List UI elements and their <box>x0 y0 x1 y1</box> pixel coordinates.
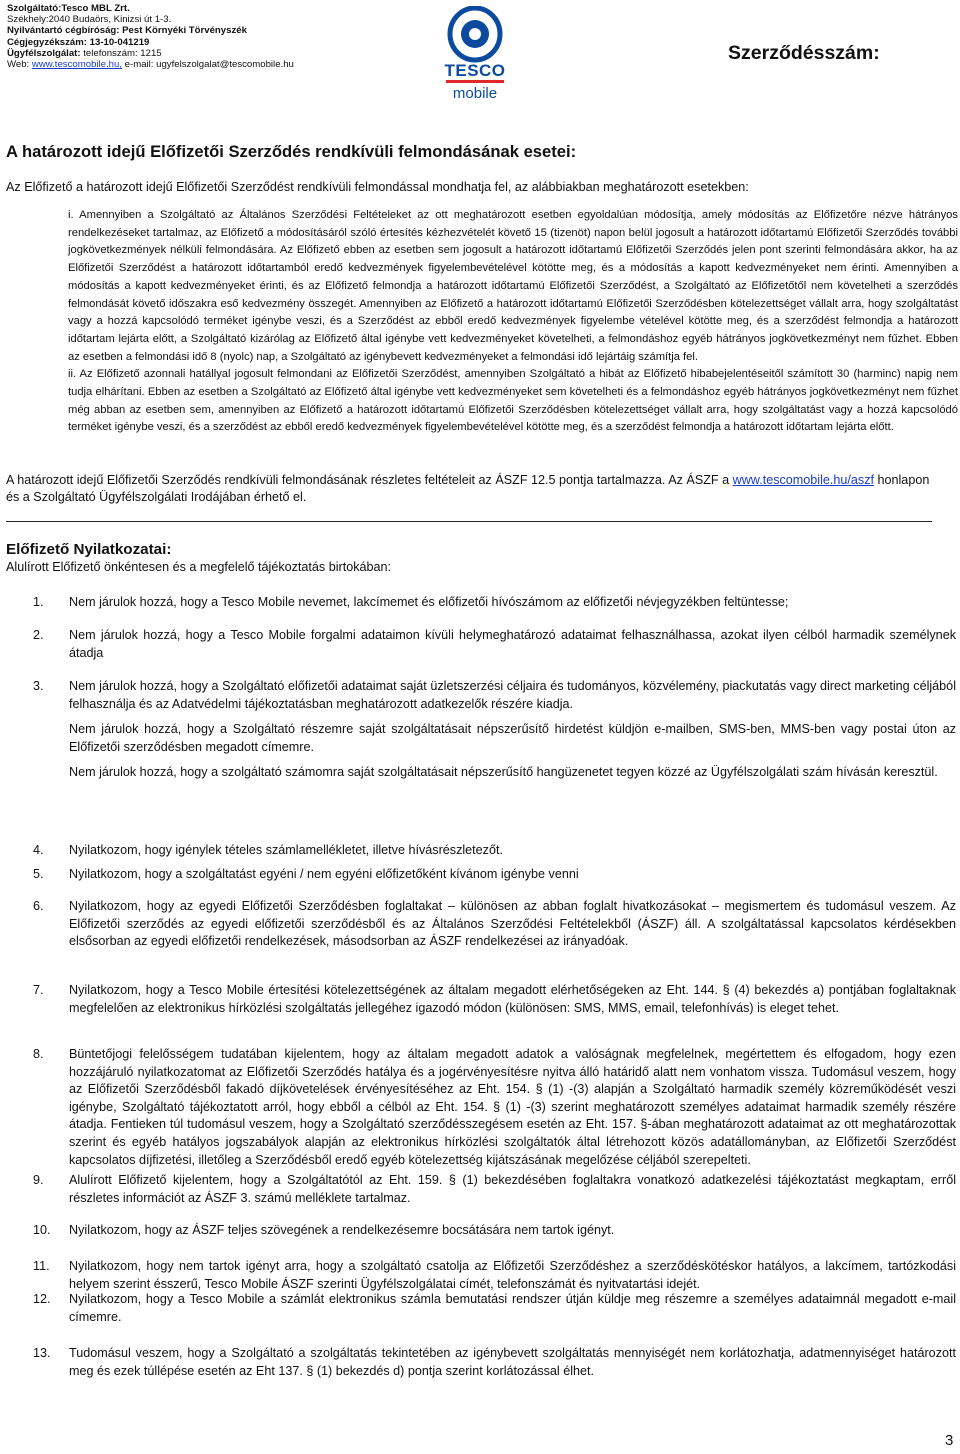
customer-service-label: Ügyfélszolgálat: <box>7 47 81 59</box>
declaration-item-paragraph: Nyilatkozom, hogy a szolgáltatást egyéni / nem egyéni előfizetőként kívánom igénybe venni <box>69 867 579 881</box>
declaration-item-paragraph: Nem járulok hozzá, hogy a Szolgáltató részemre saját szolgáltatásait népszerűsítő hirdetést küldjön e-mailben, SMS-ben, MMS-ben vagy postai úton az Előfizetői szerződésben megadott címemre. <box>69 722 956 754</box>
declaration-item-paragraph: Nyilatkozom, hogy igénylek tételes számlamellékletet, illetve hívásrészletezőt. <box>69 843 503 857</box>
declaration-item-paragraph: Nyilatkozom, hogy az ÁSZF teljes szövegének a rendelkezésemre bocsátására nem tartok igényt. <box>69 1223 615 1237</box>
section-divider <box>6 521 932 522</box>
declaration-item-text <box>69 1345 956 1380</box>
page-number: 3 <box>945 1432 954 1449</box>
company-seat: Székhely:2040 Budaörs, Kinizsi út 1-3. <box>7 14 172 26</box>
company-registry: Cégjegyzékszám: 13-10-041219 <box>7 36 150 48</box>
summary-text: A határozott idejű Előfizetői Szerződés rendkívüli felmondásának részletes feltételeit az ÁSZF 12.5 pontja tartalmazza. Az ÁSZF a <box>6 473 733 487</box>
declaration-item-number: 12. <box>33 1292 51 1306</box>
declaration-item-text <box>69 1046 956 1169</box>
declaration-item-text <box>69 1291 956 1326</box>
declaration-item-paragraph: Nyilatkozom, hogy az egyedi Előfizetői Szerződésben foglaltakat – különösen az abban foglalt hivatkozásokat – megismertem és tudomásul veszem. Az Előfizetői szerződés az egyedi előfizetői szerződésből és az Általános Szerződési Feltételekből (ÁSZF) áll. A szolgáltatással kapcsolatos kérdésekben elsősorban az egyedi előfizetői rendelkezések, másodsorban az ÁSZF rendelkezései az irányadóak. <box>69 899 956 949</box>
declaration-item-number: 5. <box>33 867 44 881</box>
declaration-item-text <box>69 1172 956 1207</box>
declaration-item-number: 13. <box>33 1346 51 1360</box>
declaration-item-paragraph: Alulírott Előfizető kijelentem, hogy a Szolgáltatótól az Eht. 159. § (1) bekezdésében foglaltakra vonatkozó adatkezelési tájékoztatást megkaptam, erről részletes információt az ÁSZF 3. számú melléklete tartalmaz. <box>69 1173 956 1205</box>
declaration-item-paragraph: Nem járulok hozzá, hogy a szolgáltató számomra saját szolgáltatásait népszerűsítő hangüzenetet tegyen közzé az Ügyfélszolgálati szám hívásán keresztül. <box>69 765 938 780</box>
declaration-item-number: 4. <box>33 843 44 857</box>
declaration-item-text <box>69 842 956 860</box>
company-info <box>7 3 294 70</box>
declaration-item-number: 6. <box>33 899 44 913</box>
tesco-mobile-logo <box>438 6 512 100</box>
intro-text: Az Előfizető a határozott idejű Előfizetői Szerződést rendkívüli felmondással mondhatja fel, az alábbiakban meghatározott esetekben: <box>6 180 749 194</box>
declaration-item-number: 3. <box>33 679 44 693</box>
summary-paragraph <box>6 472 946 506</box>
company-court: Nyilvántartó cégbíróság: Pest Környéki Törvényszék <box>7 25 247 37</box>
customer-service <box>7 48 294 59</box>
aszf-link[interactable]: www.tescomobile.hu/aszf <box>732 473 874 487</box>
declaration-item-number: 8. <box>33 1047 44 1061</box>
web-link[interactable]: www.tescomobile.hu, <box>31 59 123 71</box>
declaration-item-number: 1. <box>33 595 44 609</box>
declaration-item-paragraph: Büntetőjogi felelősségem tudatában kijelentem, hogy az általam megadott adatok a valóságnak megfelelnek, megértettem és elfogadom, hogy ezen hozzájáruló nyilatkozatomat az Előfizetői Szerződés hatálya és a jogérvényesítésre nyitva álló határidő alatt nem vonhatom vissza. Tudomásul veszem, hogy az Előfizetői Szerződésből fakadó díjkövetelések érvényesítéséhez az Eht. 154. § (1) -(3) alapján a Szolgáltató harmadik személy közreműködését veszi igénybe, Szolgáltató tájékoztatott arról, hogy ebből a célból az Eht. 154. § (1) -(3) szerint meghatározott személyes adataimat harmadik személy részére átadja. Fentieken túl tudomásul veszem, hogy a Szolgáltató szerződésszegésem esetén az Eht. 157. §-ában meghatározott adataimat az ott meghatározottak szerint és egyéb hatályos jogszabályok alapján az elektronikus hírközlési szolgáltatók által létrehozott közös adatállományban, az Előfizetői Szerződést kapcsolatos díjfizetési, illetőleg a Szerződésből eredő egyéb kötelezettség kijátszásának megelőzése céljából szerepelteti. <box>69 1047 956 1167</box>
logo-sub: mobile <box>452 85 498 100</box>
declaration-title: Előfizető Nyilatkozatai: <box>6 541 172 558</box>
termination-cases <box>68 207 958 437</box>
summary-after: honlapon és a Szolgáltató Ügyfélszolgálati Irodájában érhető el. <box>6 473 930 504</box>
document-header <box>0 0 960 108</box>
declaration-item-text <box>69 982 956 1017</box>
declaration-item-number: 7. <box>33 983 44 997</box>
declaration-item-text <box>69 866 956 884</box>
declaration-item-number: 11. <box>33 1259 50 1273</box>
logo-stripe <box>446 80 504 83</box>
declaration-item-number: 9. <box>33 1173 44 1187</box>
declaration-item-text <box>69 627 956 662</box>
company-web <box>7 59 294 70</box>
declaration-item-paragraph: Nyilatkozom, hogy nem tartok igényt arra, hogy a szolgáltató csatolja az Előfizetői Szerződéshez a szerződéskötéskor hatályos, a lakcímem, tartózkodási helyem szerint ésszerű, Tesco Mobile ÁSZF szerinti Ügyfélszolgálatai címét, telefonszámát és nyitvatartási idejét. <box>69 1259 956 1291</box>
declaration-item-text <box>69 594 956 612</box>
email-text: e-mail: ugyfelszolgalat@tescomobile.hu <box>122 59 294 71</box>
declaration-item-paragraph: Nyilatkozom, hogy a Tesco Mobile a számlát elektronikus számla bemutatási rendszer útján küldje meg részemre a személyes adataimnál megadott e-mail címemre. <box>69 1292 956 1324</box>
declaration-item-text <box>69 898 956 951</box>
declaration-item-paragraph: Tudomásul veszem, hogy a Szolgáltató a szolgáltatás tekintetében az igénybevett szolgáltatás mennyiségét nem korlátozhatja, adatmennyiséget határozott meg és ezek túllépése esetén az Eht 137. § (1) bekezdés d) pontja szerint korlátozással élhet. <box>69 1346 956 1378</box>
web-label: Web: <box>7 59 32 71</box>
declaration-item-number: 10. <box>33 1223 51 1237</box>
company-name: Szolgáltató:Tesco MBL Zrt. <box>7 3 130 14</box>
section-title: A határozott idejű Előfizetői Szerződés rendkívüli felmondásának esetei: <box>6 142 577 161</box>
contract-number-label: Szerződésszám: <box>728 42 880 64</box>
declaration-item-paragraph: Nyilatkozom, hogy a Tesco Mobile értesítési kötelezettségének az általam megadott elérhetőségeken az Eht. 144. § (4) bekezdés a) pontjában foglaltaknak megfelelően az elektronikus hírközlési szolgáltatás jellegéhez igazodó módon (különösen: SMS, MMS, email, telefonhívás) is eleget tehet. <box>69 983 956 1015</box>
case-i: i. Amennyiben a Szolgáltató az Általános Szerződési Feltételeket az ott meghatározott esetben egyoldalúan módosítja, amely módosítás az Előfizetőre nézve hátrányos rendelkezéseket tartalmaz, az Előfizető a módosításáról szóló értesítés kézhezvételét követő 15 (tizenöt) napon belül jogosult a határozott időtartamú Előfizetői Szerződés további jogkövetkezmények nélküli felmondására. Az Előfizető ebben az esetben sem jogosult a határozott időtartamú Előfizetői Szerződés jelen pont szerinti felmondására akkor, ha az Előfizetői Szerződést a határozott időtartamból eredő kedvezmények figyelembevételével kötötte meg, és a módosítás a kapott kedvezményeket nem érinti. Amennyiben a módosítás a kapott kedvezményeket érinti, és az Előfizető felmondja a határozott időtartamú Előfizetői Szerződést, a Szolgáltató az Előfizetőtől nem követelheti a szerződés felmondását követő időszakra eső kedvezmény összegét. Amennyiben az Előfizető a határozott időtartamú Előfizetői Szerződésben kötelezettséget vállalt arra, hogy szolgáltatást vagy a hozzá kapcsolódó terméket igénybe veszi, és a Szerződést az ebből eredő kedvezmények figyelembe vételével kötötte meg, és a szerződést felmondja a határozott időtartam lejárta előtt, a Szolgáltató kizárólag az Előfizető által igénybe vett kedvezményeket követelheti, a felmondáshoz egyéb hátrányos jogkövetkezményt nem fűzhet. Ebben az esetben a felmondási idő 8 (nyolc) nap, a Szolgáltató az igénybevett kedvezményeket a felmondási idő lejártáig számítja fel. <box>68 209 958 363</box>
customer-service-phone: telefonszám: 1215 <box>80 47 162 59</box>
logo-mark-icon <box>450 8 500 60</box>
declaration-subtitle: Alulírott Előfizető önkéntesen és a megfelelő tájékoztatás birtokában: <box>6 560 392 574</box>
logo-word: TESCO <box>444 61 506 80</box>
case-ii: ii. Az Előfizető azonnali hatállyal jogosult felmondani az Előfizetői Szerződést, amennyiben Szolgáltató a hibát az Előfizető hibabejelentéseitől számított 30 (harminc) napig nem tudja elhárítani. Ebben az esetben a Szolgáltató az Előfizető által igénybe vett kedvezményeket sem követelheti és a felmondáshoz egyéb hátrányos jogkövetkezményt nem fűzhet még abban az esetben sem, amennyiben az Előfizető a határozott időtartamú Előfizetői Szerződésben kötelezettséget vállalt arra, hogy szolgáltatást vagy a hozzá kapcsolódó terméket igénybe veszi, és a szerződést az ebből eredő kedvezmények figyelembevételével kötötte meg, és a szerződést felmondja a határozott időtartam lejárta előtt. <box>68 368 958 434</box>
declaration-item-number: 2. <box>33 628 44 642</box>
declaration-item-text <box>69 678 956 782</box>
declaration-item-paragraph: Nem járulok hozzá, hogy a Szolgáltató előfizetői adataimat saját üzletszerzési céljaira és tudományos, közvélemény, piackutatás vagy direct marketing céljából felhasználja és az Adatvédelmi tájékoztatásban meghatározott adatkezelők részére kiadja. <box>69 679 956 711</box>
declaration-item-text <box>69 1258 956 1293</box>
declaration-item-text <box>69 1222 956 1240</box>
declaration-item-paragraph: Nem járulok hozzá, hogy a Tesco Mobile forgalmi adataimon kívüli helymeghatározó adataimat felhasználhassa, azokat ilyen célból harmadik személynek átadja <box>69 628 956 660</box>
declaration-item-paragraph: Nem járulok hozzá, hogy a Tesco Mobile nevemet, lakcímemet és előfizetői hívószámom az előfizetői névjegyzékben feltüntesse; <box>69 595 789 609</box>
